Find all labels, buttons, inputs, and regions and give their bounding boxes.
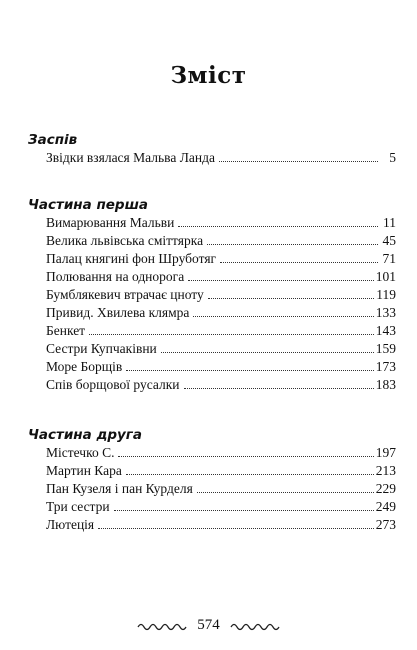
dot-leader xyxy=(219,161,378,162)
toc-entry xyxy=(28,498,396,516)
toc-entry xyxy=(28,322,396,340)
toc-entry-title: Пан Кузеля і пан Курделя xyxy=(46,481,193,496)
section-heading: Заспів xyxy=(28,132,78,148)
toc-entry xyxy=(28,286,396,304)
toc-entry xyxy=(28,149,396,167)
dot-leader xyxy=(220,262,378,263)
toc-entry xyxy=(28,214,396,232)
toc-entry-title: Три сестри xyxy=(46,499,110,514)
dot-leader xyxy=(193,316,373,317)
toc-entry-title: Велика львівська сміттярка xyxy=(46,233,204,248)
wave-ornament-icon xyxy=(230,621,280,631)
toc-section-part-two xyxy=(28,427,396,534)
toc-entry-page: 249 xyxy=(375,499,396,514)
dot-leader xyxy=(208,298,375,299)
dot-leader xyxy=(89,334,374,335)
toc-entry-page: 5 xyxy=(389,150,396,165)
dot-leader xyxy=(197,492,374,493)
dot-leader xyxy=(207,244,378,245)
toc-entry-title: Містечко С. xyxy=(46,445,115,460)
dot-leader xyxy=(98,528,374,529)
toc-entry-title: Бенкет xyxy=(46,323,86,338)
toc-entry xyxy=(28,444,396,462)
toc-entry-page: 143 xyxy=(375,323,396,338)
toc-entry-page: 213 xyxy=(375,463,396,478)
dot-leader xyxy=(184,388,374,389)
toc-entry-page: 159 xyxy=(375,341,396,356)
toc-entry-title: Сестри Купчаківни xyxy=(46,341,157,356)
toc-entry-title: Вимарювання Мальви xyxy=(46,215,175,230)
toc-entry-title: Бумблякевич втрачає цноту xyxy=(46,287,204,302)
section-heading: Частина перша xyxy=(28,197,149,213)
toc-entry xyxy=(28,358,396,376)
toc-entry-page: 183 xyxy=(375,377,396,392)
page-title: Зміст xyxy=(170,62,247,89)
toc-entry-title: Море Борщів xyxy=(46,359,123,374)
toc-entry-page: 273 xyxy=(375,517,396,532)
toc-entry-title: Привид. Хвилева клямра xyxy=(46,305,190,320)
toc-entry-title: Мартин Кара xyxy=(46,463,122,478)
toc-section-part-one xyxy=(28,197,396,394)
toc-entry-title: Спів борщової русалки xyxy=(46,377,180,392)
toc-entry-page: 197 xyxy=(375,445,396,460)
toc-entry-page: 11 xyxy=(383,215,396,230)
page-number: 574 xyxy=(197,617,220,633)
dot-leader xyxy=(178,226,378,227)
section-heading: Частина друга xyxy=(28,427,142,443)
wave-ornament-icon xyxy=(137,621,187,631)
toc-entry-title: Полювання на однорога xyxy=(46,269,185,284)
dot-leader xyxy=(118,456,373,457)
dot-leader xyxy=(126,474,374,475)
toc-entry-page: 101 xyxy=(375,269,396,284)
toc-entry-page: 119 xyxy=(376,287,396,302)
toc-section-prologue xyxy=(28,132,396,167)
toc-entry xyxy=(28,250,396,268)
toc-entry xyxy=(28,232,396,250)
table-of-contents xyxy=(28,132,396,534)
toc-entry xyxy=(28,304,396,322)
toc-entry-page: 173 xyxy=(375,359,396,374)
toc-entry xyxy=(28,516,396,534)
toc-entry-page: 45 xyxy=(382,233,396,248)
dot-leader xyxy=(161,352,374,353)
toc-entry xyxy=(28,376,396,394)
toc-entry-title: Лютеція xyxy=(46,517,95,532)
toc-entry-page: 229 xyxy=(375,481,396,496)
toc-entry-title: Звідки взялася Мальва Ланда xyxy=(46,150,215,165)
toc-entry xyxy=(28,340,396,358)
dot-leader xyxy=(188,280,374,281)
page-footer xyxy=(0,617,417,634)
dot-leader xyxy=(114,510,374,511)
toc-entry-page: 71 xyxy=(382,251,396,266)
dot-leader xyxy=(126,370,373,371)
toc-entry xyxy=(28,268,396,286)
toc-entry-page: 133 xyxy=(375,305,396,320)
toc-entry-title: Палац княгині фон Шруботяг xyxy=(46,251,217,266)
toc-entry xyxy=(28,462,396,480)
toc-entry xyxy=(28,480,396,498)
